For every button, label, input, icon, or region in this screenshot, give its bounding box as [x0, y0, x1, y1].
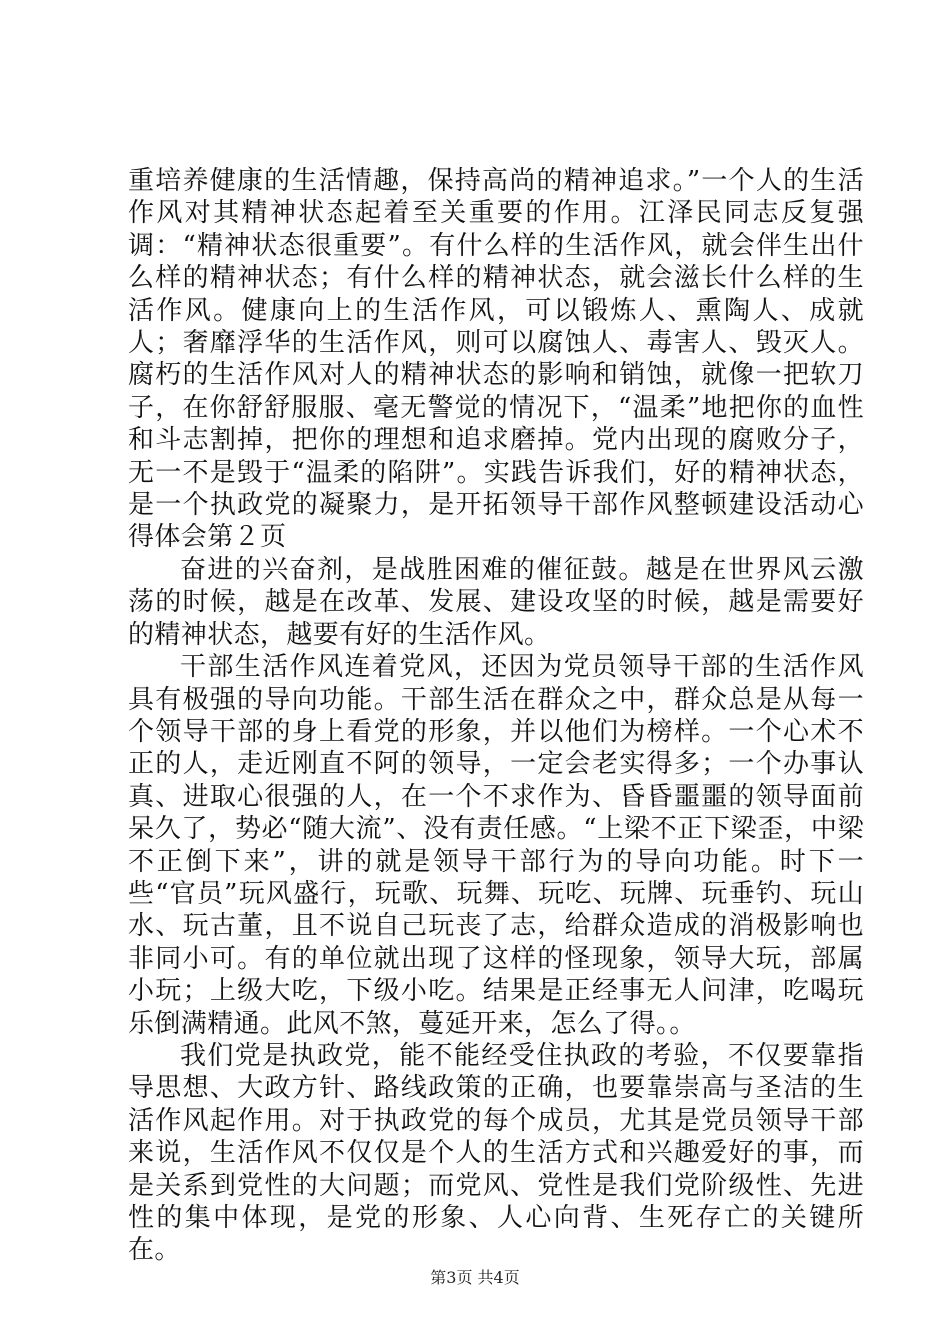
paragraph: 我们党是执政党，能不能经受住执政的考验，不仅要靠指导思想、大政方针、路线政策的正确，也要靠崇高与圣洁的生活作风起作用。对于执政党的每个成员，尤其是党员领导干部来说，生活作风不仅仅是个人的生活方式和兴趣爱好的事，而是关系到党性的大问题；而党风、党性是我们党阶级性、先进性的集中体现，是党的形象、人心向背、生死存亡的关键所在。: [128, 1040, 864, 1266]
document-body: [128, 165, 864, 1267]
page-number-footer: 第3页 共4页: [430, 1268, 520, 1287]
paragraph-continuation: 重培养健康的生活情趣，保持高尚的精神追求。”一个人的生活作风对其精神状态起着至关重要的作用。江泽民同志反复强调：“精神状态很重要”。有什么样的生活作风，就会伴生出什么样的精神状态；有什么样的精神状态，就会滋长什么样的生活作风。健康向上的生活作风，可以锻炼人、熏陶人、成就人；奢靡浮华的生活作风，则可以腐蚀人、毒害人、毁灭人。腐朽的生活作风对人的精神状态的影响和销蚀，就像一把软刀子，在你舒舒服服、毫无警觉的情况下，“温柔”地把你的血性和斗志割掉，把你的理想和追求磨掉。党内出现的腐败分子，无一不是毁于“温柔的陷阱”。实践告诉我们，好的精神状态，是一个执政党的凝聚力，是开拓领导干部作风整顿建设活动心得体会第２页: [128, 166, 864, 553]
paragraph: 奋进的兴奋剂，是战胜困难的催征鼓。越是在世界风云激荡的时候，越是在改革、发展、建设攻坚的时候，越是需要好的精神状态，越要有好的生活作风。: [128, 554, 864, 650]
paragraph: 干部生活作风连着党风，还因为党员领导干部的生活作风具有极强的导向功能。干部生活在群众之中，群众总是从每一个领导干部的身上看党的形象，并以他们为榜样。一个心术不正的人，走近刚直不阿的领导，一定会老实得多；一个办事认真、进取心很强的人，在一个不求作为、昏昏噩噩的领导面前呆久了，势必“随大流”、没有责任感。“上梁不正下梁歪，中梁不正倒下来”，讲的就是领导干部行为的导向功能。时下一些“官员”玩风盛行，玩歌、玩舞、玩吃、玩牌、玩垂钓、玩山水、玩古董，且不说自己玩丧了志，给群众造成的消极影响也非同小可。有的单位就出现了这样的怪现象，领导大玩，部属小玩；上级大吃，下级小吃。结果是正经事无人问津，吃喝玩乐倒满精通。此风不煞，蔓延开来，怎么了得。。: [128, 652, 864, 1039]
